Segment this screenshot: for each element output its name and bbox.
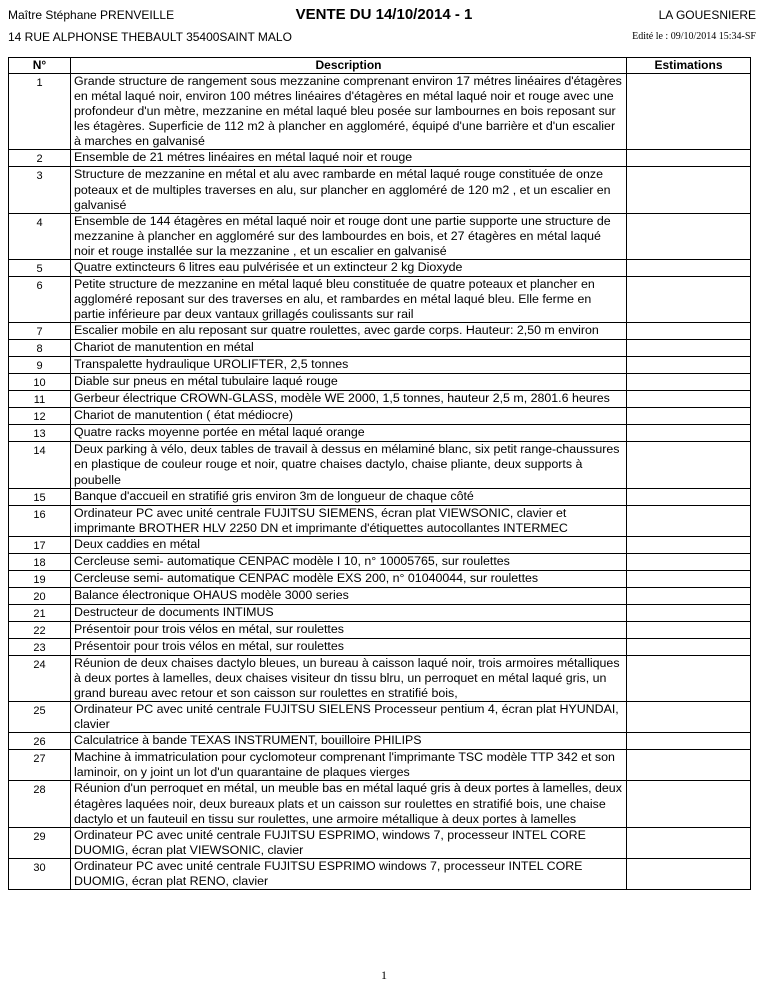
page-title: VENTE DU 14/10/2014 - 1	[295, 6, 473, 23]
lots-table	[8, 57, 751, 890]
lot-number: 1	[9, 74, 71, 150]
lot-number: 13	[9, 425, 71, 442]
lot-number: 11	[9, 391, 71, 408]
lot-estimation	[627, 621, 751, 638]
lot-number: 8	[9, 340, 71, 357]
lot-number: 12	[9, 408, 71, 425]
page-number: 1	[381, 968, 387, 982]
table-row	[9, 213, 751, 259]
edit-timestamp: Edité le : 09/10/2014 15:34-SF	[632, 31, 756, 42]
lot-number: 14	[9, 442, 71, 488]
lot-estimation	[627, 167, 751, 213]
lot-description: Présentoir pour trois vélos en métal, sur roulettes	[71, 638, 627, 655]
lot-description: Banque d'accueil en stratifié gris environ 3m de longueur de chaque côté	[71, 488, 627, 505]
lot-number: 25	[9, 702, 71, 733]
lot-number: 15	[9, 488, 71, 505]
lot-description: Structure de mezzanine en métal et alu avec rambarde en métal laqué rouge constituée de onze poteaux et de multiples traverses en alu, sur plancher en aggloméré de 120 m2 , et un escalier en galvanisé	[71, 167, 627, 213]
lot-description: Calculatrice à bande TEXAS INSTRUMENT, bouilloire PHILIPS	[71, 733, 627, 750]
table-row	[9, 604, 751, 621]
lot-number: 20	[9, 587, 71, 604]
lot-description: Destructeur de documents INTIMUS	[71, 604, 627, 621]
lot-number: 24	[9, 655, 71, 701]
lot-estimation	[627, 357, 751, 374]
lot-description: Quatre extincteurs 6 litres eau pulvérisée et un extincteur 2 kg Dioxyde	[71, 260, 627, 277]
lot-number: 19	[9, 570, 71, 587]
table-row	[9, 442, 751, 488]
lot-number: 17	[9, 536, 71, 553]
lot-estimation	[627, 638, 751, 655]
lot-number: 16	[9, 505, 71, 536]
lot-description: Ensemble de 21 métres linéaires en métal laqué noir et rouge	[71, 150, 627, 167]
lot-description: Quatre racks moyenne portée en métal laqué orange	[71, 425, 627, 442]
table-row	[9, 150, 751, 167]
lot-estimation	[627, 340, 751, 357]
lot-estimation	[627, 827, 751, 858]
lot-description: Ordinateur PC avec unité centrale FUJITSU ESPRIMO, windows 7, processeur INTEL CORE DUOMIG, écran plat VIEWSONIC, clavier	[71, 827, 627, 858]
lot-description: Cercleuse semi- automatique CENPAC modèle I 10, n° 10005765, sur roulettes	[71, 553, 627, 570]
table-row	[9, 702, 751, 733]
lot-number: 2	[9, 150, 71, 167]
lot-description: Ordinateur PC avec unité centrale FUJITSU ESPRIMO windows 7, processeur INTEL CORE DUOMIG, écran plat RENO, clavier	[71, 858, 627, 889]
lot-description: Ensemble de 144 étagères en métal laqué noir et rouge dont une partie supporte une structure de mezzanine à plancher en aggloméré sur des lambourdes en bois, et 27 étagères en métal laqué noir et rouge installée sur la mezzanine , et un escalier en galvanisé	[71, 213, 627, 259]
lot-estimation	[627, 553, 751, 570]
lot-number: 3	[9, 167, 71, 213]
lot-description: Ordinateur PC avec unité centrale FUJITSU SIELENS Processeur pentium 4, écran plat HYUNDAI, clavier	[71, 702, 627, 733]
table-row	[9, 488, 751, 505]
lot-estimation	[627, 604, 751, 621]
lot-estimation	[627, 74, 751, 150]
lot-number: 18	[9, 553, 71, 570]
table-row	[9, 553, 751, 570]
lot-estimation	[627, 587, 751, 604]
table-row	[9, 277, 751, 323]
table-row	[9, 323, 751, 340]
lot-estimation	[627, 408, 751, 425]
lot-number: 4	[9, 213, 71, 259]
table-row	[9, 858, 751, 889]
table-row	[9, 733, 751, 750]
lot-description: Présentoir pour trois vélos en métal, sur roulettes	[71, 621, 627, 638]
lot-estimation	[627, 391, 751, 408]
lot-number: 26	[9, 733, 71, 750]
lot-description: Ordinateur PC avec unité centrale FUJITSU SIEMENS, écran plat VIEWSONIC, clavier et imprimante BROTHER HLV 2250 DN et imprimante d'étiquettes autocollantes INTERMEC	[71, 505, 627, 536]
table-row	[9, 167, 751, 213]
table-row	[9, 587, 751, 604]
lot-number: 29	[9, 827, 71, 858]
table-row	[9, 260, 751, 277]
lot-description: Deux caddies en métal	[71, 536, 627, 553]
lot-estimation	[627, 733, 751, 750]
lot-number: 28	[9, 781, 71, 827]
lot-description: Chariot de manutention en métal	[71, 340, 627, 357]
table-row	[9, 357, 751, 374]
column-header-description: Description	[71, 58, 627, 74]
table-row	[9, 74, 751, 150]
table-row	[9, 408, 751, 425]
table-row	[9, 827, 751, 858]
table-row	[9, 505, 751, 536]
lot-estimation	[627, 213, 751, 259]
lot-estimation	[627, 277, 751, 323]
lot-description: Grande structure de rangement sous mezzanine comprenant environ 17 métres linéaires d'étagères en métal laqué noir, environ 100 métres linéaires d'étagères en métal laqué noir et rouge avec une profondeur d'un mètre, mezzanine en métal laqué bleu posée sur lambournes en bois reposant sur les étagères. Superficie de 112 m2 à plancher en aggloméré, équipé d'une barrière et d'un escalier à marches en galvanisé	[71, 74, 627, 150]
lot-estimation	[627, 536, 751, 553]
lot-description: Transpalette hydraulique UROLIFTER, 2,5 tonnes	[71, 357, 627, 374]
column-header-number: N°	[9, 58, 71, 74]
lot-estimation	[627, 374, 751, 391]
lot-number: 9	[9, 357, 71, 374]
lot-description: Réunion de deux chaises dactylo bleues, un bureau à caisson laqué noir, trois armoires métalliques à deux portes à lamelles, deux chaises visiteur dn tissu blru, un perroquet en métal laqué gris, un grand bureau avec retour et son caisson sur roulettes en stratifié bois,	[71, 655, 627, 701]
lot-description: Cercleuse semi- automatique CENPAC modèle EXS 200, n° 01040044, sur roulettes	[71, 570, 627, 587]
lot-description: Réunion d'un perroquet en métal, un meuble bas en métal laqué gris à deux portes à lamelles, deux étagères laquées noir, deux bureaux plats et un caisson sur roulettes en stratifié bois, une chaise dactylo et un fauteuil en tissu sur roulettes, une armoire métallique à deux portes à lamelles	[71, 781, 627, 827]
table-row	[9, 621, 751, 638]
lot-description: Gerbeur électrique CROWN-GLASS, modèle WE 2000, 1,5 tonnes, hauteur 2,5 m, 2801.6 heures	[71, 391, 627, 408]
lot-number: 7	[9, 323, 71, 340]
table-row	[9, 655, 751, 701]
column-header-estimations: Estimations	[627, 58, 751, 74]
lot-description: Chariot de manutention ( état médiocre)	[71, 408, 627, 425]
table-header-row	[9, 58, 751, 74]
lot-number: 21	[9, 604, 71, 621]
table-row	[9, 638, 751, 655]
table-row	[9, 570, 751, 587]
lot-number: 5	[9, 260, 71, 277]
lot-estimation	[627, 702, 751, 733]
lot-estimation	[627, 505, 751, 536]
lot-number: 27	[9, 750, 71, 781]
table-row	[9, 781, 751, 827]
lot-description: Petite structure de mezzanine en métal laqué bleu constituée de quatre poteaux et plancher en aggloméré reposant sur des traverses en alu, et rambardes en métal laqué bleu. Elle ferme en partie inférieure par deux vantaux grillagés coulissants sur rail	[71, 277, 627, 323]
lot-estimation	[627, 655, 751, 701]
lot-number: 6	[9, 277, 71, 323]
lot-estimation	[627, 425, 751, 442]
lot-number: 23	[9, 638, 71, 655]
sale-location: LA GOUESNIERE	[658, 8, 756, 22]
lot-estimation	[627, 858, 751, 889]
lot-estimation	[627, 323, 751, 340]
table-row	[9, 425, 751, 442]
lot-estimation	[627, 442, 751, 488]
auctioneer-name: Maître Stéphane PRENVEILLE	[8, 8, 175, 22]
lot-estimation	[627, 260, 751, 277]
auctioneer-address: 14 RUE ALPHONSE THEBAULT 35400SAINT MALO	[8, 30, 292, 44]
table-row	[9, 750, 751, 781]
lot-number: 10	[9, 374, 71, 391]
table-row	[9, 536, 751, 553]
lot-estimation	[627, 150, 751, 167]
lot-estimation	[627, 781, 751, 827]
lot-estimation	[627, 750, 751, 781]
lot-description: Machine à immatriculation pour cyclomoteur comprenant l'imprimante TSC modèle TTP 342 et son laminoir, on y joint un lot d'un quarantaine de plaques vierges	[71, 750, 627, 781]
lot-description: Deux parking à vélo, deux tables de travail à dessus en mélaminé blanc, six petit range-chaussures en plastique de couleur rouge et noir, quatre chaises dactylo, chaise pliante, deux supports à poubelle	[71, 442, 627, 488]
table-row	[9, 374, 751, 391]
lot-estimation	[627, 488, 751, 505]
lot-number: 22	[9, 621, 71, 638]
lot-estimation	[627, 570, 751, 587]
lot-description: Balance électronique OHAUS modèle 3000 series	[71, 587, 627, 604]
table-row	[9, 340, 751, 357]
lot-description: Escalier mobile en alu reposant sur quatre roulettes, avec garde corps. Hauteur: 2,50 m environ	[71, 323, 627, 340]
lot-description: Diable sur pneus en métal tubulaire laqué rouge	[71, 374, 627, 391]
table-row	[9, 391, 751, 408]
lot-number: 30	[9, 858, 71, 889]
